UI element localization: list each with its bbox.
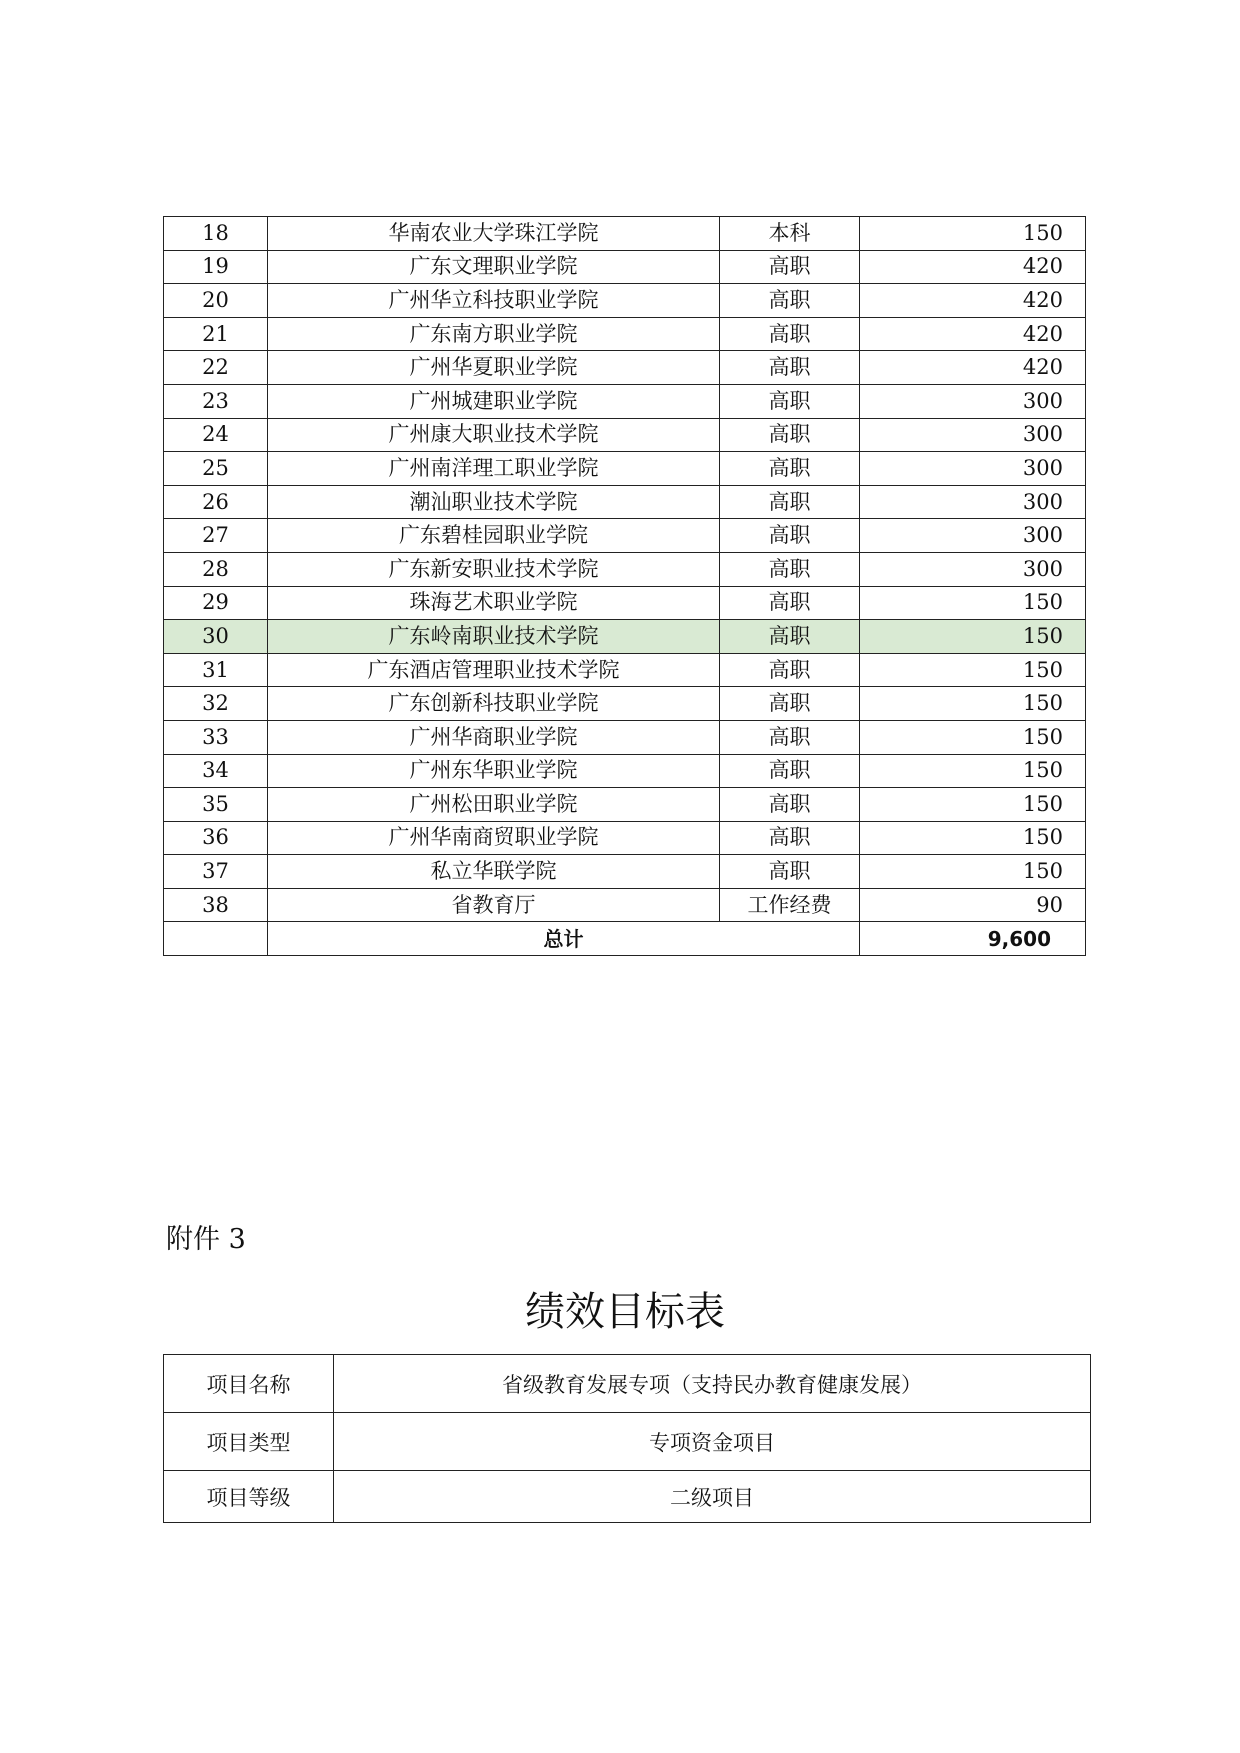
row-number-cell: 23 bbox=[164, 384, 268, 418]
amount-cell: 150 bbox=[860, 754, 1086, 788]
perf-row-value: 省级教育发展专项（支持民办教育健康发展） bbox=[334, 1355, 1091, 1413]
institution-name-cell: 广州华南商贸职业学院 bbox=[268, 821, 720, 855]
institution-type-cell: 高职 bbox=[720, 586, 860, 620]
institution-type-cell: 高职 bbox=[720, 821, 860, 855]
table-row bbox=[164, 720, 1086, 754]
row-number-cell: 18 bbox=[164, 217, 268, 251]
row-number-cell: 32 bbox=[164, 687, 268, 721]
row-number-cell: 24 bbox=[164, 418, 268, 452]
amount-cell: 420 bbox=[860, 317, 1086, 351]
institution-name-cell: 省教育厅 bbox=[268, 888, 720, 922]
table-row bbox=[164, 552, 1086, 586]
total-amount: 9,600 bbox=[860, 922, 1086, 956]
table-row bbox=[164, 519, 1086, 553]
total-label: 总计 bbox=[268, 922, 860, 956]
row-number-cell: 19 bbox=[164, 250, 268, 284]
institution-name-cell: 广州南洋理工职业学院 bbox=[268, 452, 720, 486]
performance-table-title: 绩效目标表 bbox=[525, 1289, 725, 1335]
institution-type-cell: 高职 bbox=[720, 351, 860, 385]
table-row bbox=[164, 384, 1086, 418]
institution-type-cell: 高职 bbox=[720, 452, 860, 486]
row-number-cell: 22 bbox=[164, 351, 268, 385]
institution-type-cell: 高职 bbox=[720, 284, 860, 318]
total-row bbox=[164, 922, 1086, 956]
row-number-cell: 20 bbox=[164, 284, 268, 318]
perf-row-value: 二级项目 bbox=[334, 1471, 1091, 1523]
amount-cell: 300 bbox=[860, 384, 1086, 418]
table-row bbox=[164, 284, 1086, 318]
amount-cell: 150 bbox=[860, 687, 1086, 721]
institution-type-cell: 工作经费 bbox=[720, 888, 860, 922]
amount-cell: 150 bbox=[860, 586, 1086, 620]
amount-cell: 150 bbox=[860, 788, 1086, 822]
institution-type-cell: 高职 bbox=[720, 653, 860, 687]
row-number-cell: 26 bbox=[164, 485, 268, 519]
perf-row-project-name bbox=[164, 1355, 1091, 1413]
perf-row-value: 专项资金项目 bbox=[334, 1413, 1091, 1471]
institution-name-cell: 广东岭南职业技术学院 bbox=[268, 620, 720, 654]
table-row bbox=[164, 687, 1086, 721]
table-row bbox=[164, 452, 1086, 486]
institution-name-cell: 广东碧桂园职业学院 bbox=[268, 519, 720, 553]
amount-cell: 300 bbox=[860, 418, 1086, 452]
table-row bbox=[164, 754, 1086, 788]
institution-type-cell: 高职 bbox=[720, 485, 860, 519]
attachment-label: 附件 3 bbox=[166, 1224, 246, 1255]
institution-name-cell: 广东南方职业学院 bbox=[268, 317, 720, 351]
table-row bbox=[164, 418, 1086, 452]
institution-name-cell: 华南农业大学珠江学院 bbox=[268, 217, 720, 251]
institution-name-cell: 广州华立科技职业学院 bbox=[268, 284, 720, 318]
perf-row-label: 项目名称 bbox=[164, 1355, 334, 1413]
row-number-cell: 38 bbox=[164, 888, 268, 922]
row-number-cell: 28 bbox=[164, 552, 268, 586]
table-row bbox=[164, 855, 1086, 889]
institution-name-cell: 广东酒店管理职业技术学院 bbox=[268, 653, 720, 687]
institution-name-cell: 广东文理职业学院 bbox=[268, 250, 720, 284]
amount-cell: 150 bbox=[860, 821, 1086, 855]
perf-row-label: 项目等级 bbox=[164, 1471, 334, 1523]
institution-type-cell: 高职 bbox=[720, 720, 860, 754]
perf-row-label: 项目类型 bbox=[164, 1413, 334, 1471]
table-row bbox=[164, 485, 1086, 519]
performance-table bbox=[163, 1354, 1091, 1523]
allocation-table bbox=[163, 216, 1086, 956]
institution-type-cell: 高职 bbox=[720, 384, 860, 418]
institution-type-cell: 高职 bbox=[720, 552, 860, 586]
allocation-table-body bbox=[164, 217, 1086, 956]
row-number-cell: 29 bbox=[164, 586, 268, 620]
amount-cell: 420 bbox=[860, 284, 1086, 318]
row-number-cell: 21 bbox=[164, 317, 268, 351]
row-number-cell: 35 bbox=[164, 788, 268, 822]
total-blank-cell bbox=[164, 922, 268, 956]
row-number-cell: 25 bbox=[164, 452, 268, 486]
institution-type-cell: 高职 bbox=[720, 250, 860, 284]
table-row bbox=[164, 788, 1086, 822]
table-row bbox=[164, 351, 1086, 385]
amount-cell: 150 bbox=[860, 653, 1086, 687]
amount-cell: 300 bbox=[860, 452, 1086, 486]
table-row bbox=[164, 586, 1086, 620]
row-number-cell: 31 bbox=[164, 653, 268, 687]
amount-cell: 420 bbox=[860, 351, 1086, 385]
institution-name-cell: 潮汕职业技术学院 bbox=[268, 485, 720, 519]
institution-name-cell: 广州康大职业技术学院 bbox=[268, 418, 720, 452]
amount-cell: 150 bbox=[860, 720, 1086, 754]
institution-name-cell: 广州东华职业学院 bbox=[268, 754, 720, 788]
row-number-cell: 37 bbox=[164, 855, 268, 889]
amount-cell: 420 bbox=[860, 250, 1086, 284]
amount-cell: 150 bbox=[860, 217, 1086, 251]
amount-cell: 300 bbox=[860, 485, 1086, 519]
amount-cell: 90 bbox=[860, 888, 1086, 922]
table-row bbox=[164, 250, 1086, 284]
table-row bbox=[164, 217, 1086, 251]
institution-type-cell: 高职 bbox=[720, 317, 860, 351]
row-number-cell: 27 bbox=[164, 519, 268, 553]
institution-type-cell: 高职 bbox=[720, 418, 860, 452]
amount-cell: 150 bbox=[860, 620, 1086, 654]
institution-name-cell: 广州城建职业学院 bbox=[268, 384, 720, 418]
table-row bbox=[164, 653, 1086, 687]
perf-row-project-type bbox=[164, 1413, 1091, 1471]
institution-name-cell: 珠海艺术职业学院 bbox=[268, 586, 720, 620]
amount-cell: 300 bbox=[860, 519, 1086, 553]
institution-type-cell: 高职 bbox=[720, 855, 860, 889]
row-number-cell: 30 bbox=[164, 620, 268, 654]
institution-name-cell: 私立华联学院 bbox=[268, 855, 720, 889]
row-number-cell: 36 bbox=[164, 821, 268, 855]
perf-row-project-level bbox=[164, 1471, 1091, 1523]
row-number-cell: 34 bbox=[164, 754, 268, 788]
table-row bbox=[164, 888, 1086, 922]
institution-name-cell: 广州松田职业学院 bbox=[268, 788, 720, 822]
institution-type-cell: 高职 bbox=[720, 519, 860, 553]
institution-type-cell: 高职 bbox=[720, 620, 860, 654]
table-row bbox=[164, 317, 1086, 351]
institution-name-cell: 广东创新科技职业学院 bbox=[268, 687, 720, 721]
institution-type-cell: 高职 bbox=[720, 687, 860, 721]
table-row bbox=[164, 821, 1086, 855]
institution-name-cell: 广州华夏职业学院 bbox=[268, 351, 720, 385]
row-number-cell: 33 bbox=[164, 720, 268, 754]
table-row bbox=[164, 620, 1086, 654]
institution-type-cell: 本科 bbox=[720, 217, 860, 251]
institution-name-cell: 广东新安职业技术学院 bbox=[268, 552, 720, 586]
institution-name-cell: 广州华商职业学院 bbox=[268, 720, 720, 754]
amount-cell: 150 bbox=[860, 855, 1086, 889]
amount-cell: 300 bbox=[860, 552, 1086, 586]
institution-type-cell: 高职 bbox=[720, 788, 860, 822]
institution-type-cell: 高职 bbox=[720, 754, 860, 788]
